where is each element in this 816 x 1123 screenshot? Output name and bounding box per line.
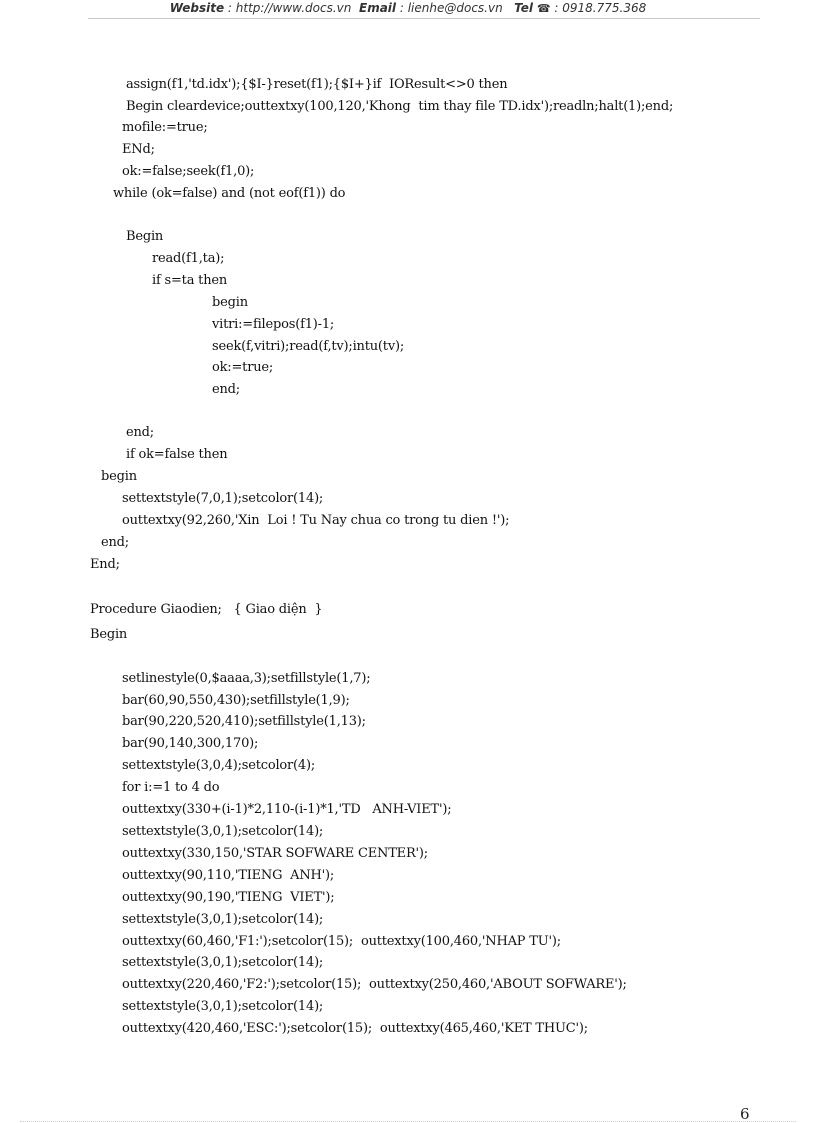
code-line: bar(90,220,520,410);setfillstyle(1,13); xyxy=(122,714,366,729)
header-divider xyxy=(88,18,760,19)
code-line: ok:=false;seek(f1,0); xyxy=(122,164,255,179)
code-line: settextstyle(3,0,1);setcolor(14); xyxy=(122,912,324,927)
code-line: outtextxy(90,110,'TIENG ANH'); xyxy=(122,868,335,883)
code-line: outtextxy(60,460,'F1:');setcolor(15); outtextxy(100,460,'NHAP TU'); xyxy=(122,934,561,949)
code-line: if ok=false then xyxy=(126,447,228,462)
code-line: Procedure Giaodien; { Giao diện } xyxy=(90,602,323,617)
code-line: mofile:=true; xyxy=(122,120,208,135)
code-line: Begin cleardevice;outtextxy(100,120,'Khong tim thay file TD.idx');readln;halt(1);end; xyxy=(126,99,674,114)
page-number: 6 xyxy=(740,1105,750,1123)
code-line: begin xyxy=(212,295,248,310)
code-line: outtextxy(420,460,'ESC:');setcolor(15); outtextxy(465,460,'KET THUC'); xyxy=(122,1021,588,1036)
code-line: if s=ta then xyxy=(152,273,228,288)
code-line: seek(f,vitri);read(f,tv);intu(tv); xyxy=(212,339,405,354)
code-line: begin xyxy=(101,469,137,484)
website-value: : http://www.docs.vn xyxy=(227,1,352,15)
website-label: Website xyxy=(169,1,225,15)
code-line: settextstyle(3,0,1);setcolor(14); xyxy=(122,955,324,970)
code-line: assign(f1,'td.idx');{$I-}reset(f1);{$I+}if IOResult<>0 then xyxy=(126,77,508,92)
code-line: outtextxy(330,150,'STAR SOFWARE CENTER'); xyxy=(122,846,428,861)
code-line: outtextxy(92,260,'Xin Loi ! Tu Nay chua co trong tu dien !'); xyxy=(122,513,510,528)
code-line: ENd; xyxy=(122,142,155,157)
tel-label: Tel xyxy=(514,1,534,15)
footer-divider xyxy=(20,1121,796,1122)
email-value: : lienhe@docs.vn xyxy=(399,1,503,15)
code-line: outtextxy(90,190,'TIENG VIET'); xyxy=(122,890,335,905)
tel-value: : 0918.775.368 xyxy=(554,1,647,15)
code-line: Begin xyxy=(90,627,128,642)
code-line: setlinestyle(0,$aaaa,3);setfillstyle(1,7); xyxy=(122,671,371,686)
code-line: bar(90,140,300,170); xyxy=(122,736,259,751)
code-line: end; xyxy=(101,535,129,550)
code-line: end; xyxy=(126,425,154,440)
code-line: settextstyle(3,0,4);setcolor(4); xyxy=(122,758,316,773)
code-line: outtextxy(330+(i-1)*2,110-(i-1)*1,'TD ANH-VIET'); xyxy=(122,802,452,817)
code-line: end; xyxy=(212,382,240,397)
code-line: for i:=1 to 4 do xyxy=(122,780,220,795)
code-line: bar(60,90,550,430);setfillstyle(1,9); xyxy=(122,693,350,708)
code-line: read(f1,ta); xyxy=(152,251,225,266)
code-line: settextstyle(7,0,1);setcolor(14); xyxy=(122,491,324,506)
phone-icon: ☎ xyxy=(536,2,551,15)
code-line: vitri:=filepos(f1)-1; xyxy=(212,317,335,332)
code-line: outtextxy(220,460,'F2:');setcolor(15); outtextxy(250,460,'ABOUT SOFWARE'); xyxy=(122,977,627,992)
code-line: Begin xyxy=(126,229,164,244)
code-line: ok:=true; xyxy=(212,360,274,375)
code-line: while (ok=false) and (not eof(f1)) do xyxy=(113,186,346,201)
email-label: Email xyxy=(359,1,397,15)
code-line: settextstyle(3,0,1);setcolor(14); xyxy=(122,999,324,1014)
page-header xyxy=(0,0,816,18)
code-line: End; xyxy=(90,557,120,572)
code-line: settextstyle(3,0,1);setcolor(14); xyxy=(122,824,324,839)
